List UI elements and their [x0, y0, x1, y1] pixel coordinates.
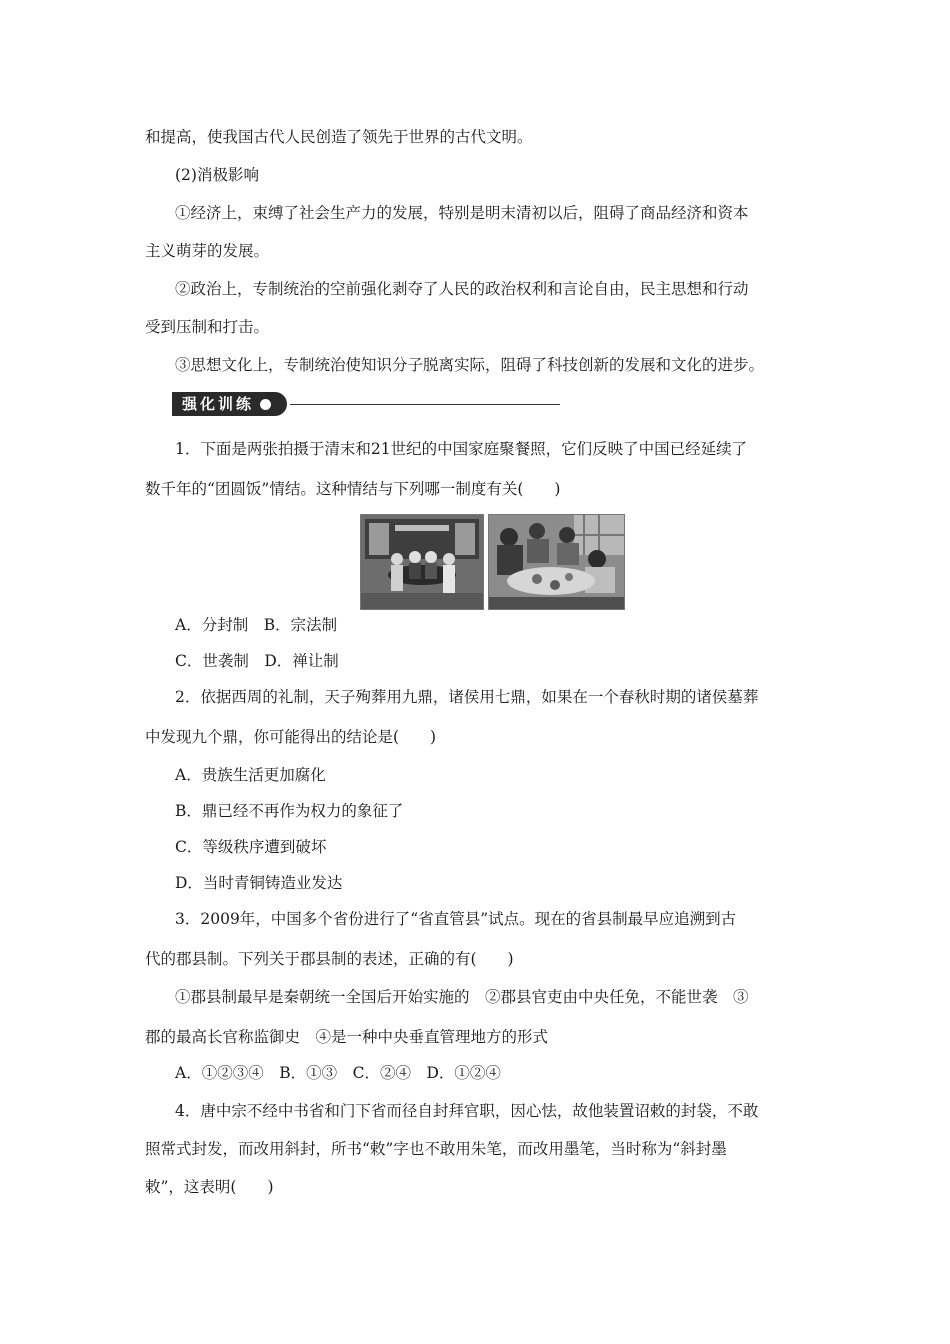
q2-line2: 中发现九个鼎，你可能得出的结论是( )	[145, 728, 437, 746]
q2-option-d: D．当时青铜铸造业发达	[175, 874, 343, 892]
photo-qing-family-dinner	[360, 514, 484, 610]
q3-options: A．①②③④ B．①③ C．②④ D．①②④	[175, 1064, 501, 1082]
photo-modern-image	[489, 515, 624, 609]
photo-qing-image	[361, 515, 483, 609]
intro-line: 和提高，使我国古代人民创造了领先于世界的古代文明。	[145, 128, 533, 146]
section-header	[172, 392, 560, 416]
section-title: 强化训练	[182, 395, 255, 413]
q1-line1: 1．下面是两张拍摄于清末和21世纪的中国家庭聚餐照，它们反映了中国已经延续了	[175, 440, 748, 458]
photo-modern-family-dinner	[488, 514, 625, 610]
negative-point-1-line2: 主义萌芽的发展。	[145, 242, 270, 260]
negative-point-1-line1: ①经济上，束缚了社会生产力的发展，特别是明末清初以后，阻碍了商品经济和资本	[175, 204, 749, 222]
q2-line1: 2．依据西周的礼制，天子殉葬用九鼎，诸侯用七鼎，如果在一个春秋时期的诸侯墓葬	[175, 688, 759, 706]
dot-icon	[260, 399, 271, 410]
q3-statements-line1: ①郡县制最早是秦朝统一全国后开始实施的 ②郡县官吏由中央任免，不能世袭 ③	[175, 988, 749, 1006]
negative-heading: (2)消极影响	[175, 166, 259, 184]
q1-line2: 数千年的“团圆饭”情结。这种情结与下列哪一制度有关( )	[145, 480, 561, 498]
negative-point-2-line2: 受到压制和打击。	[145, 318, 270, 336]
q4-line2: 照常式封发，而改用斜封，所书“敕”字也不敢用朱笔，而改用墨笔，当时称为“斜封墨	[145, 1140, 727, 1158]
q3-statements-line2: 郡的最高长官称监御史 ④是一种中央垂直管理地方的形式	[145, 1028, 549, 1046]
section-divider	[290, 404, 560, 405]
q1-photos	[360, 514, 625, 608]
q2-option-c: C．等级秩序遭到破坏	[175, 838, 327, 856]
q4-line1: 4．唐中宗不经中书省和门下省而径自封拜官职，因心怯，故他装置诏敕的封袋，不敢	[175, 1102, 759, 1120]
q2-option-a: A．贵族生活更加腐化	[175, 766, 326, 784]
q1-options-line1: A．分封制 B．宗法制	[175, 616, 338, 634]
q2-option-b: B．鼎已经不再作为权力的象征了	[175, 802, 404, 820]
q4-line3: 敕”，这表明( )	[145, 1178, 274, 1196]
negative-point-2-line1: ②政治上，专制统治的空前强化剥夺了人民的政治权利和言论自由，民主思想和行动	[175, 280, 749, 298]
negative-point-3-line1: ③思想文化上，专制统治使知识分子脱离实际，阻碍了科技创新的发展和文化的进步。	[175, 356, 765, 374]
section-tag	[172, 392, 287, 416]
q1-options-line2: C．世袭制 D．禅让制	[175, 652, 339, 670]
q3-line1: 3．2009年，中国多个省份进行了“省直管县”试点。现在的省县制最早应追溯到古	[175, 910, 737, 928]
q3-line2: 代的郡县制。下列关于郡县制的表述，正确的有( )	[145, 950, 514, 968]
